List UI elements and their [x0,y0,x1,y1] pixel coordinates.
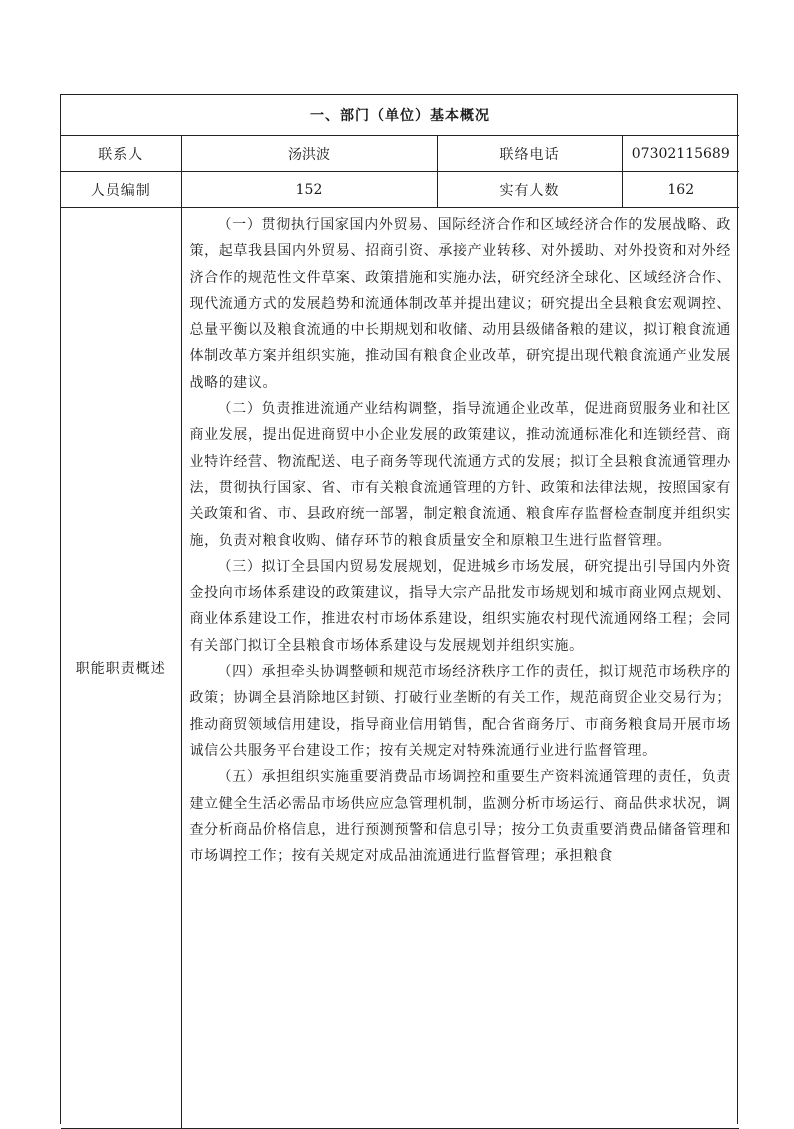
duties-text [181,208,739,1129]
duties-row [61,208,739,1129]
phone-value: 07302115689 [622,136,739,172]
actual-staff-value: 162 [622,172,739,208]
department-info-table [61,95,739,1129]
contact-value: 汤洪波 [181,136,437,172]
section-title: 一、部门（单位）基本概况 [61,95,739,136]
duty-paragraph-2: （二）负责推进流通产业结构调整，指导流通企业改革，促进商贸服务业和社区商业发展，提出促进商贸中小企业发展的政策建议，推动流通标准化和连锁经营、商业特许经营、物流配送、电子商务等现代流通方式的发展；拟订全县粮食流通管理办法，贯彻执行国家、省、市有关粮食流通管理的方针、政策和法律法规，按照国家有关政策和省、市、县政府统一部署，制定粮食流通、粮食库存监督检查制度并组织实施，负责对粮食收购、储存环节的粮食质量安全和原粮卫生进行监督管理。 [189,401,731,549]
duty-paragraph-3: （三）拟订全县国内贸易发展规划，促进城乡市场发展，研究提出引导国内外资金投向市场体系建设的政策建议，指导大宗产品批发市场规划和城市商业网点规划、商业体系建设工作，推进农村市场体系建设，组织实施农村现代流通网络工程；会同有关部门拟订全县粮食市场体系建设与发展规划并组织实施。 [189,558,731,654]
contact-label: 联系人 [61,136,181,172]
actual-staff-label: 实有人数 [437,172,622,208]
contact-row [61,136,739,172]
duty-paragraph-5: （五）承担组织实施重要消费品市场调控和重要生产资料流通管理的责任，负责建立健全生活必需品市场供应应急管理机制，监测分析市场运行、商品供求状况，调查分析商品价格信息，进行预测预警和信息引导；按分工负责重要消费品储备管理和市场调控工作；按有关规定对成品油流通进行监督管理；承担粮食 [189,769,731,865]
staffing-value: 152 [181,172,437,208]
title-row [61,95,739,136]
staffing-row [61,172,739,208]
phone-label: 联络电话 [437,136,622,172]
duty-paragraph-1: （一）贯彻执行国家国内外贸易、国际经济合作和区域经济合作的发展战略、政策，起草我县国内外贸易、招商引资、承接产业转移、对外援助、对外投资和对外经济合作的规范性文件草案、政策措施和实施办法，研究经济全球化、区域经济合作、现代流通方式的发展趋势和流通体制改革并提出建议；研究提出全县粮食宏观调控、总量平衡以及粮食流通的中长期规划和收储、动用县级储备粮的建议，拟订粮食流通体制改革方案并组织实施，推动国有粮食企业改革，研究提出现代粮食流通产业发展战略的建议。 [189,217,731,391]
staffing-label: 人员编制 [61,172,181,208]
duty-paragraph-4: （四）承担牵头协调整顿和规范市场经济秩序工作的责任，拟订规范市场秩序的政策；协调全县消除地区封锁、打破行业垄断的有关工作，规范商贸企业交易行为；推动商贸领域信用建设，指导商业信用销售，配合省商务厅、市商务粮食局开展市场诚信公共服务平台建设工作；按有关规定对特殊流通行业进行监督管理。 [189,664,731,759]
duties-label: 职能职责概述 [61,208,181,1129]
document-page [60,94,738,1124]
